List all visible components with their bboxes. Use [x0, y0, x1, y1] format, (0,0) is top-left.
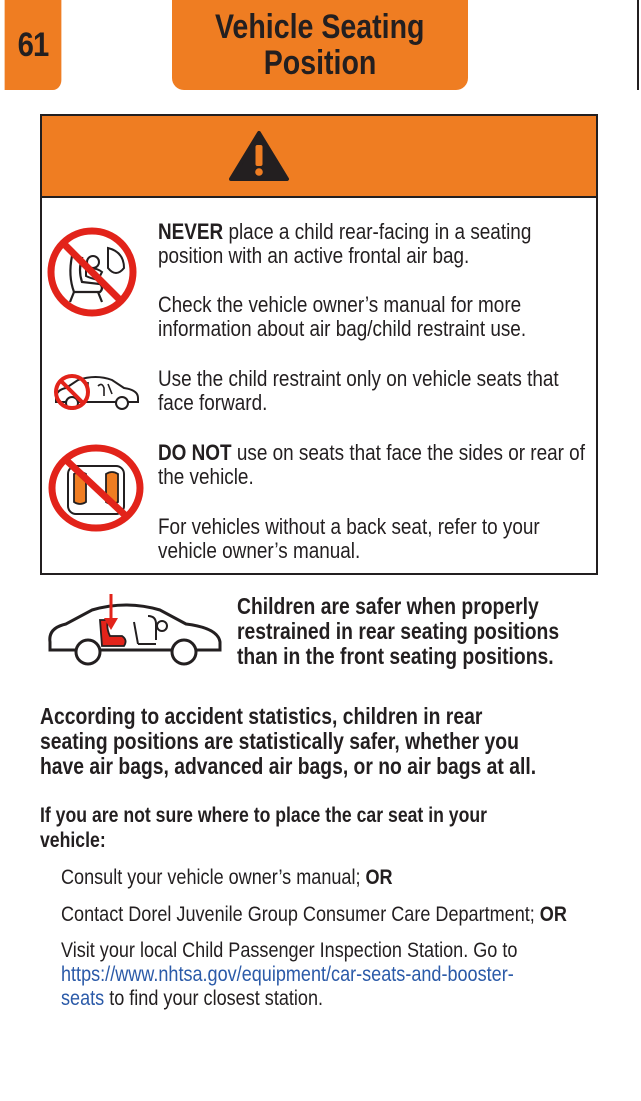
statistics-line3: have air bags, advanced air bags, or no air bags at all. — [40, 753, 537, 779]
unsure-line2: vehicle: — [40, 829, 106, 852]
rear-seat-note-line1: Children are safer when properly — [237, 593, 539, 619]
step-consult-text: Consult your vehicle owner’s manual; — [61, 866, 366, 889]
step-consult — [61, 866, 447, 890]
rear-seat-note — [237, 594, 620, 669]
step-contact-text: Contact Dorel Juvenile Group Consumer Care Department; — [61, 903, 540, 926]
step-visit — [61, 939, 592, 1011]
unsure-line1: If you are not sure where to place the car seat in your — [40, 804, 488, 827]
check-manual-body: Check the vehicle owner’s manual for more information about air bag/child restraint use. — [158, 292, 527, 341]
page-number — [5, 0, 62, 90]
warning-forward-seats-text — [158, 367, 598, 415]
warning-never-text — [158, 220, 598, 268]
do-not-body: use on seats that face the sides or rear of the vehicle. — [158, 440, 585, 489]
page-title-line1: Vehicle Seating — [215, 8, 425, 46]
statistics-line1: According to accident statistics, children in rear — [40, 703, 483, 729]
step-visit-after-link: to find your closest station. — [104, 987, 324, 1010]
page-edge-line — [637, 0, 639, 90]
page-title — [172, 0, 468, 90]
no-side-facing-seats-icon — [46, 444, 146, 532]
rear-seat-note-line2: restrained in rear seating positions — [237, 618, 560, 644]
nhtsa-link[interactable]: https://www.nhtsa.gov/equipment/car-seats-and-booster- — [61, 963, 514, 986]
forward-seats-body: Use the child restraint only on vehicle seats that face forward. — [158, 366, 559, 415]
page-number-text: 61 — [17, 25, 49, 64]
warning-no-back-seat-text — [158, 515, 598, 563]
statistics-line2: seating positions are statistically safer, whether you — [40, 728, 519, 754]
step-visit-text: Visit your local Child Passenger Inspection Station. Go to — [61, 939, 518, 962]
statistics-paragraph — [40, 704, 631, 779]
never-body: place a child rear-facing in a seating position with an active frontal air bag. — [158, 219, 532, 268]
step-contact — [61, 903, 641, 927]
warning-triangle-icon — [228, 130, 290, 182]
or-label: OR — [539, 903, 567, 926]
warning-check-manual-text — [158, 293, 598, 341]
or-label: OR — [365, 866, 393, 889]
rear-seat-note-line3: than in the front seating positions. — [237, 643, 554, 669]
forward-facing-car-icon — [52, 368, 142, 414]
warning-side-seats-text — [158, 441, 598, 489]
unsure-heading — [40, 803, 572, 853]
page-title-line2: Position — [263, 44, 377, 82]
do-not-label: DO NOT — [158, 440, 232, 465]
nhtsa-link-continued[interactable]: seats — [61, 987, 105, 1010]
never-label: NEVER — [158, 219, 224, 244]
warning-header — [42, 116, 596, 198]
no-back-seat-body: For vehicles without a back seat, refer to your vehicle owner’s manual. — [158, 514, 540, 563]
no-rear-facing-seat-icon — [46, 226, 138, 318]
rear-seat-car-icon — [44, 592, 226, 670]
